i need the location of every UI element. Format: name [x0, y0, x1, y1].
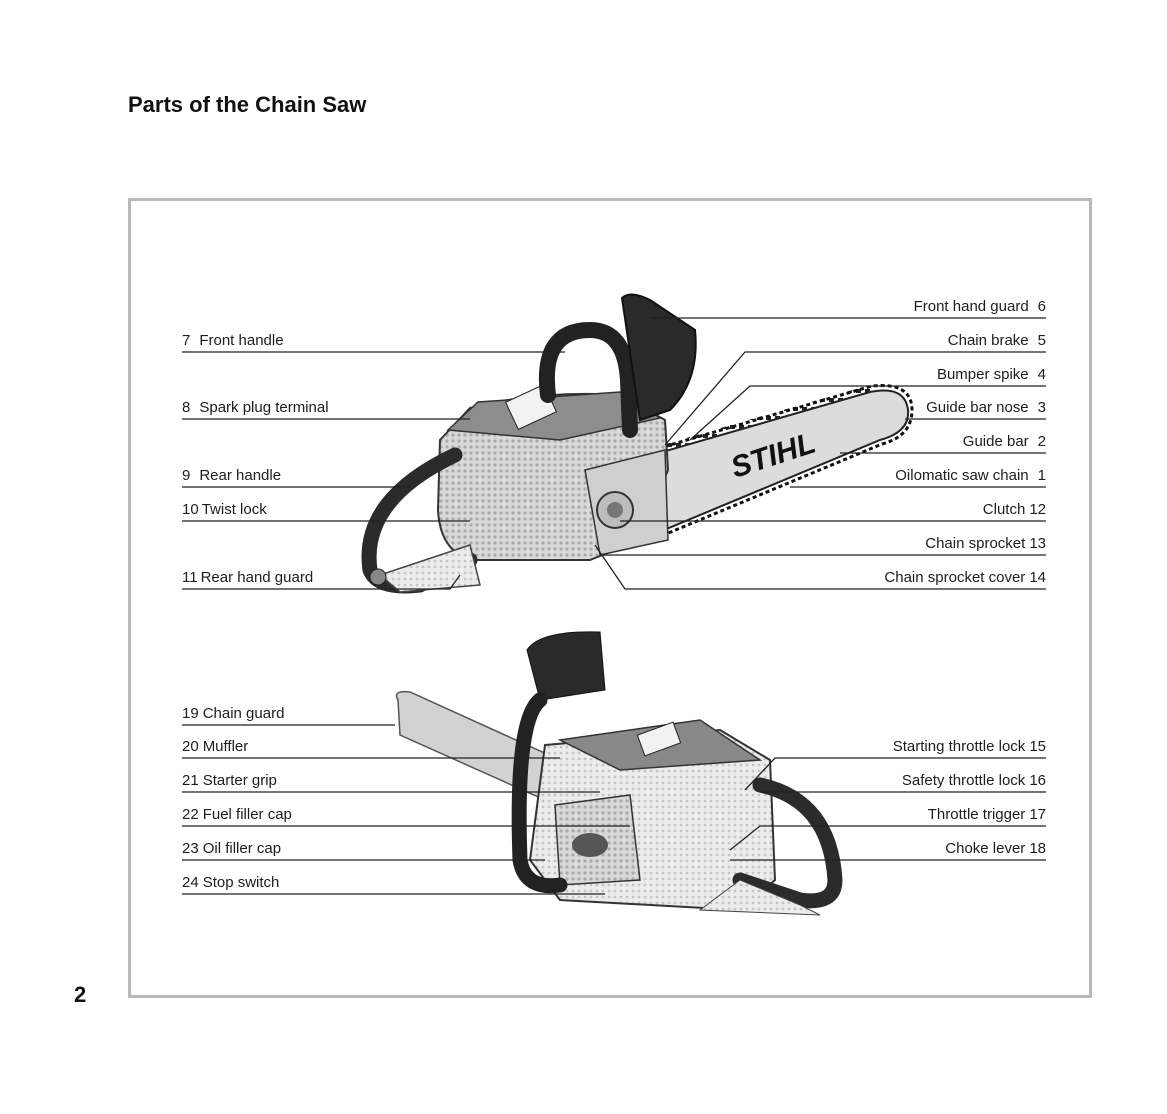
label-chain-sprocket-cover: Chain sprocket cover 14 [884, 569, 1046, 586]
page-number: 2 [74, 982, 87, 1007]
label-oil-filler-cap: 23 Oil filler cap [182, 840, 282, 857]
label-throttle-trigger: Throttle trigger 17 [927, 806, 1046, 823]
label-front-handle: 7 Front handle [182, 332, 284, 349]
label-oilomatic-saw-chain: Oilomatic saw chain 1 [895, 467, 1046, 484]
label-rear-hand-guard: 11 Rear hand guard [182, 569, 314, 586]
label-chain-guard: 19 Chain guard [182, 705, 285, 722]
label-starting-throttle-lock: Starting throttle lock 15 [892, 738, 1046, 755]
label-front-hand-guard: Front hand guard 6 [913, 298, 1046, 315]
bottom-chainsaw-drawing [397, 632, 836, 915]
label-starter-grip: 21 Starter grip [182, 772, 277, 789]
bar-brand-text: STIHL [726, 426, 820, 485]
label-choke-lever: Choke lever 18 [945, 840, 1046, 857]
label-clutch: Clutch 12 [982, 501, 1046, 518]
label-bumper-spike: Bumper spike 4 [936, 366, 1046, 383]
label-guide-bar-nose: Guide bar nose 3 [926, 399, 1046, 416]
top-chainsaw-drawing [369, 294, 912, 592]
label-muffler: 20 Muffler [182, 738, 249, 755]
label-chain-brake: Chain brake 5 [947, 332, 1046, 349]
label-rear-handle: 9 Rear handle [182, 467, 282, 484]
label-fuel-filler-cap: 22 Fuel filler cap [182, 806, 292, 823]
page-title: Parts of the Chain Saw [128, 92, 367, 117]
label-spark-plug-terminal: 8 Spark plug terminal [182, 399, 329, 416]
label-guide-bar: Guide bar 2 [962, 433, 1046, 450]
label-safety-throttle-lock: Safety throttle lock 16 [901, 772, 1046, 789]
label-chain-sprocket: Chain sprocket 13 [925, 535, 1046, 552]
label-twist-lock: 10 Twist lock [182, 501, 267, 518]
label-stop-switch: 24 Stop switch [182, 874, 280, 891]
